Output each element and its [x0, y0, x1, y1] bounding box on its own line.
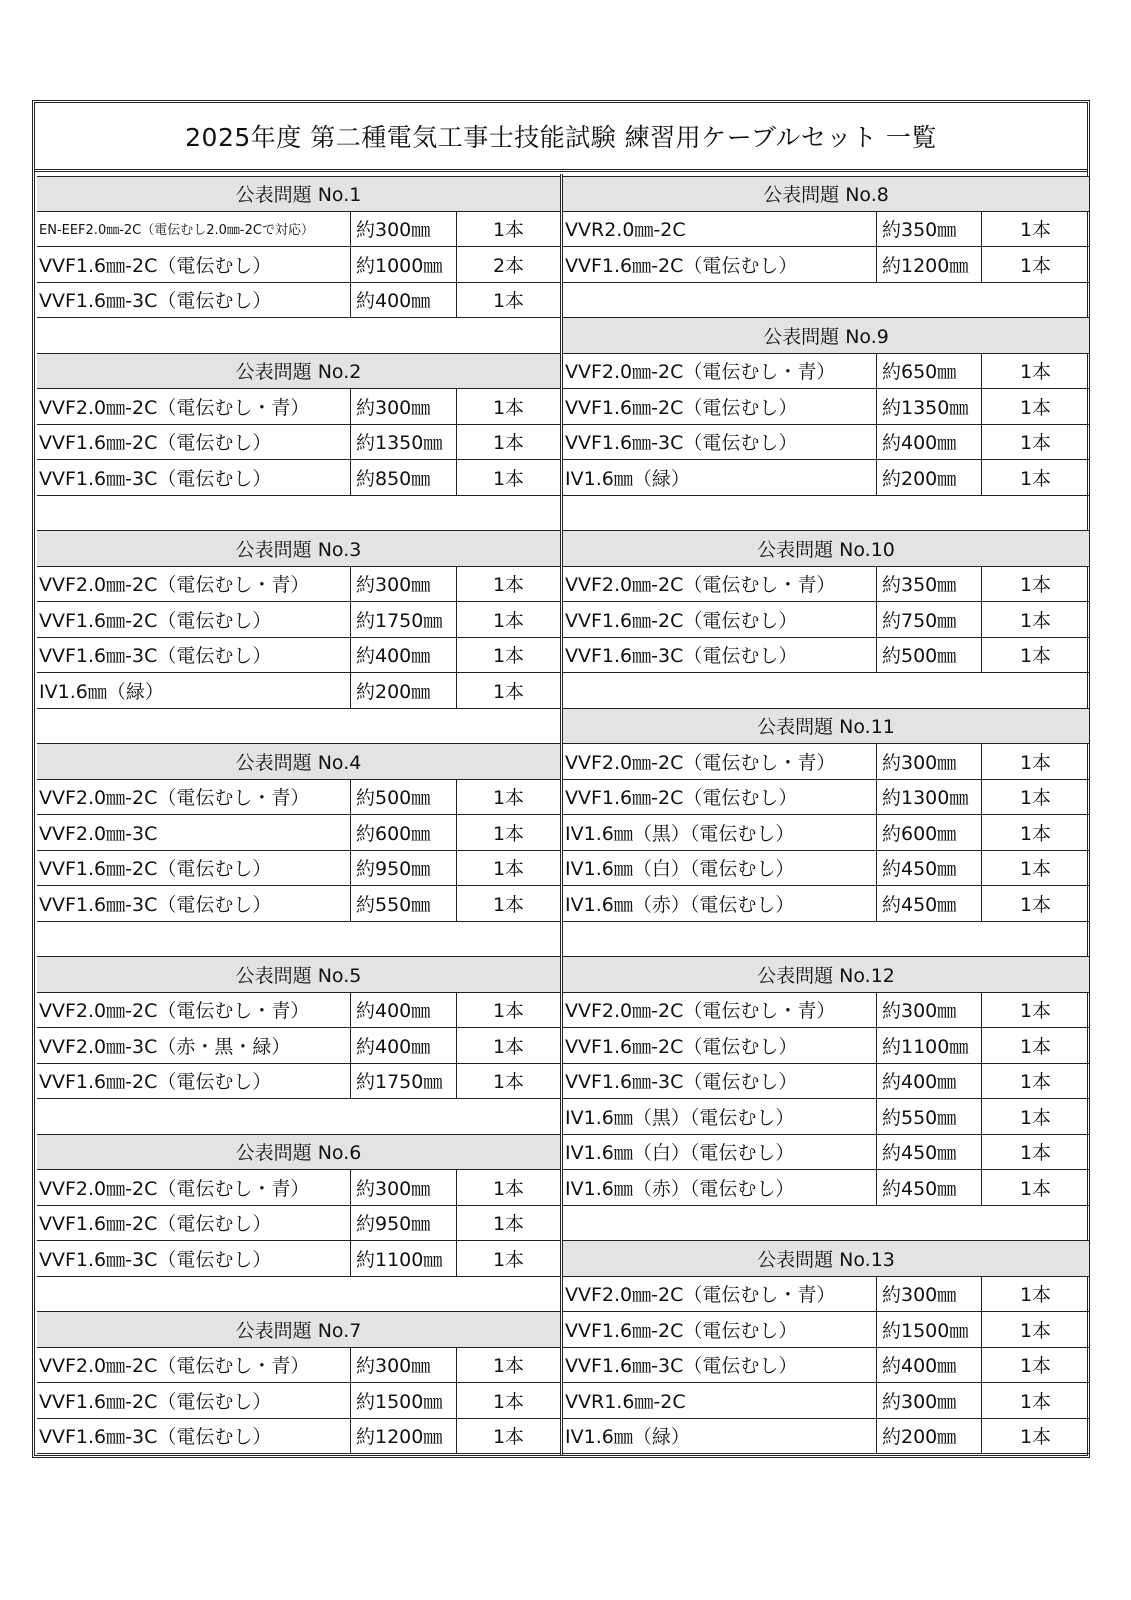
cable-length: 約1200㎜ — [351, 1419, 457, 1454]
cable-quantity: 1本 — [1019, 219, 1052, 242]
cable-type: VVF2.0㎜-2C（電伝むし・青） — [37, 780, 351, 815]
cable-type: VVF2.0㎜-2C（電伝むし・青） — [37, 993, 351, 1028]
cable-quantity: 1本 — [1019, 822, 1052, 845]
cable-type: VVF1.6㎜-2C（電伝むし） — [563, 247, 877, 282]
cable-length: 約300㎜ — [877, 744, 982, 779]
cable-length: 約500㎜ — [877, 638, 982, 673]
cable-length: 約400㎜ — [877, 425, 982, 460]
cable-row — [37, 1064, 560, 1100]
cable-length: 約400㎜ — [877, 1348, 982, 1383]
cable-quantity: 1本 — [1019, 1284, 1052, 1307]
cable-row — [563, 389, 1089, 425]
cable-length: 約300㎜ — [351, 1348, 457, 1383]
cable-row — [563, 1099, 1089, 1135]
cable-length: 約850㎜ — [351, 460, 457, 495]
cable-quantity: 1本 — [1019, 254, 1052, 277]
cable-type: VVR2.0㎜-2C — [563, 212, 877, 247]
cable-quantity: 1本 — [1019, 1390, 1052, 1413]
cable-type: VVF1.6㎜-2C（電伝むし） — [37, 851, 351, 886]
cable-type: VVF2.0㎜-2C（電伝むし・青） — [37, 1348, 351, 1383]
cable-type: VVF2.0㎜-2C（電伝むし・青） — [563, 993, 877, 1028]
cable-quantity: 1本 — [1019, 1355, 1052, 1378]
cable-row — [37, 673, 560, 709]
cable-length: 約600㎜ — [877, 815, 982, 850]
page-title: 2025年度 第二種電気工事士技能試験 練習用ケーブルセット 一覧 — [35, 103, 1087, 172]
cable-length: 約1350㎜ — [877, 389, 982, 424]
cable-quantity: 1本 — [1019, 1071, 1052, 1094]
cable-type: VVF1.6㎜-2C（電伝むし） — [37, 1383, 351, 1418]
cable-row — [563, 1312, 1089, 1348]
cable-type: VVF1.6㎜-3C（電伝むし） — [37, 460, 351, 495]
cable-quantity: 1本 — [1019, 787, 1052, 810]
cable-type: VVR1.6㎜-2C — [563, 1383, 877, 1418]
cable-length: 約450㎜ — [877, 1135, 982, 1170]
cable-length: 約450㎜ — [877, 886, 982, 921]
cable-length: 約1000㎜ — [351, 247, 457, 282]
cable-quantity: 1本 — [492, 574, 525, 597]
problem-header: 公表問題 No.9 — [563, 318, 1089, 354]
cable-row — [563, 1170, 1089, 1206]
cable-length: 約1350㎜ — [351, 425, 457, 460]
cable-type: EN-EEF2.0㎜-2C（電伝むし2.0㎜-2Cで対応） — [37, 212, 351, 247]
cable-quantity: 1本 — [1019, 1142, 1052, 1165]
cable-type: VVF2.0㎜-3C — [37, 815, 351, 850]
cable-type: VVF2.0㎜-2C（電伝むし・青） — [563, 1277, 877, 1312]
cable-quantity: 1本 — [1019, 1035, 1052, 1058]
cable-quantity: 1本 — [492, 1071, 525, 1094]
cable-quantity: 1本 — [492, 396, 525, 419]
cable-quantity: 1本 — [1019, 858, 1052, 881]
cable-row — [563, 993, 1089, 1029]
cable-row — [37, 851, 560, 887]
cable-length: 約1500㎜ — [877, 1312, 982, 1347]
problem-header: 公表問題 No.1 — [37, 176, 560, 212]
cable-quantity: 1本 — [492, 1426, 525, 1449]
cable-length: 約400㎜ — [351, 283, 457, 318]
cable-type: VVF1.6㎜-2C（電伝むし） — [563, 1312, 877, 1347]
cable-quantity: 1本 — [492, 432, 525, 455]
cable-type: VVF1.6㎜-3C（電伝むし） — [37, 1419, 351, 1454]
cable-row — [563, 744, 1089, 780]
cable-row — [563, 1064, 1089, 1100]
problem-header: 公表問題 No.4 — [37, 744, 560, 780]
cable-length: 約300㎜ — [351, 567, 457, 602]
problem-header: 公表問題 No.11 — [563, 709, 1089, 745]
cable-quantity: 1本 — [1019, 893, 1052, 916]
cable-type: VVF1.6㎜-2C（電伝むし） — [563, 389, 877, 424]
cable-type: VVF2.0㎜-2C（電伝むし・青） — [37, 389, 351, 424]
cable-row — [37, 389, 560, 425]
cable-row — [563, 1028, 1089, 1064]
blank-row — [563, 673, 1089, 709]
problem-header: 公表問題 No.13 — [563, 1241, 1089, 1277]
cable-row — [37, 1419, 560, 1455]
cable-quantity: 1本 — [492, 858, 525, 881]
cable-row — [37, 1170, 560, 1206]
problem-header: 公表問題 No.12 — [563, 957, 1089, 993]
cable-quantity: 1本 — [492, 219, 525, 242]
cable-row — [37, 993, 560, 1029]
cable-type: VVF1.6㎜-3C（電伝むし） — [37, 1241, 351, 1276]
cable-length: 約450㎜ — [877, 1170, 982, 1205]
cable-quantity: 1本 — [1019, 467, 1052, 490]
cable-quantity: 1本 — [492, 1355, 525, 1378]
cable-length: 約200㎜ — [877, 1419, 982, 1454]
cable-row — [563, 851, 1089, 887]
problem-header: 公表問題 No.7 — [37, 1312, 560, 1348]
cable-type: VVF1.6㎜-3C（電伝むし） — [37, 283, 351, 318]
blank-row — [563, 1206, 1089, 1242]
cable-row — [37, 212, 560, 248]
cable-type: VVF1.6㎜-3C（電伝むし） — [37, 638, 351, 673]
cable-row — [37, 1241, 560, 1277]
cable-row — [563, 815, 1089, 851]
cable-type: IV1.6㎜（黒）（電伝むし） — [563, 815, 877, 850]
cable-type: IV1.6㎜（緑） — [563, 1419, 877, 1454]
blank-row — [37, 922, 560, 958]
cable-length: 約400㎜ — [351, 993, 457, 1028]
cable-quantity: 1本 — [492, 467, 525, 490]
cable-quantity: 1本 — [1019, 609, 1052, 632]
cable-length: 約550㎜ — [877, 1099, 982, 1134]
cable-quantity: 1本 — [492, 645, 525, 668]
cable-quantity: 1本 — [492, 1248, 525, 1271]
cable-row — [37, 815, 560, 851]
cable-quantity: 1本 — [492, 893, 525, 916]
cable-type: VVF1.6㎜-3C（電伝むし） — [563, 638, 877, 673]
cable-type: VVF2.0㎜-3C（赤・黒・緑） — [37, 1028, 351, 1063]
cable-row — [563, 602, 1089, 638]
cable-length: 約350㎜ — [877, 212, 982, 247]
cable-row — [563, 567, 1089, 603]
blank-row — [563, 496, 1089, 532]
cable-length: 約400㎜ — [351, 1028, 457, 1063]
cable-length: 約300㎜ — [351, 1170, 457, 1205]
cable-quantity: 1本 — [492, 1000, 525, 1023]
cable-type: VVF2.0㎜-2C（電伝むし・青） — [563, 354, 877, 389]
cable-type: VVF1.6㎜-2C（電伝むし） — [37, 247, 351, 282]
cable-length: 約600㎜ — [351, 815, 457, 850]
cable-row — [563, 1348, 1089, 1384]
cable-row — [37, 1028, 560, 1064]
cable-length: 約300㎜ — [877, 1383, 982, 1418]
cable-type: VVF1.6㎜-2C（電伝むし） — [563, 1028, 877, 1063]
left-column-table — [37, 176, 560, 1454]
cable-type: IV1.6㎜（白）（電伝むし） — [563, 1135, 877, 1170]
cable-length: 約950㎜ — [351, 1206, 457, 1241]
cable-type: IV1.6㎜（白）（電伝むし） — [563, 851, 877, 886]
cable-row — [37, 1348, 560, 1384]
cable-length: 約650㎜ — [877, 354, 982, 389]
cable-type: VVF2.0㎜-2C（電伝むし・青） — [37, 1170, 351, 1205]
cable-type: VVF2.0㎜-2C（電伝むし・青） — [563, 744, 877, 779]
cable-type: IV1.6㎜（赤）（電伝むし） — [563, 886, 877, 921]
problem-header: 公表問題 No.3 — [37, 531, 560, 567]
cable-quantity: 1本 — [492, 1213, 525, 1236]
cable-quantity: 1本 — [1019, 751, 1052, 774]
cable-row — [37, 1383, 560, 1419]
cable-length: 約350㎜ — [877, 567, 982, 602]
cable-row — [563, 354, 1089, 390]
cable-type: IV1.6㎜（黒）（電伝むし） — [563, 1099, 877, 1134]
cable-length: 約300㎜ — [877, 993, 982, 1028]
cable-length: 約400㎜ — [351, 638, 457, 673]
cable-row — [563, 460, 1089, 496]
cable-row — [563, 1383, 1089, 1419]
cable-type: IV1.6㎜（赤）（電伝むし） — [563, 1170, 877, 1205]
cable-row — [37, 283, 560, 319]
cable-row — [37, 780, 560, 816]
cable-type: VVF1.6㎜-3C（電伝むし） — [563, 1348, 877, 1383]
cable-quantity: 1本 — [1019, 574, 1052, 597]
blank-row — [563, 922, 1089, 958]
cable-row — [37, 460, 560, 496]
cable-length: 約1300㎜ — [877, 780, 982, 815]
cable-row — [563, 1277, 1089, 1313]
cable-type: IV1.6㎜（緑） — [563, 460, 877, 495]
cable-length: 約1100㎜ — [351, 1241, 457, 1276]
blank-row — [37, 496, 560, 532]
cable-type: VVF1.6㎜-3C（電伝むし） — [563, 425, 877, 460]
cable-quantity: 1本 — [492, 1177, 525, 1200]
cable-length: 約1750㎜ — [351, 1064, 457, 1099]
cable-quantity: 1本 — [492, 680, 525, 703]
cable-quantity: 1本 — [1019, 1319, 1052, 1342]
cable-row — [37, 602, 560, 638]
cable-length: 約300㎜ — [877, 1277, 982, 1312]
cable-type: VVF1.6㎜-3C（電伝むし） — [37, 886, 351, 921]
cable-row — [563, 1419, 1089, 1455]
cable-length: 約1500㎜ — [351, 1383, 457, 1418]
problem-header: 公表問題 No.2 — [37, 354, 560, 390]
cable-quantity: 1本 — [492, 822, 525, 845]
cable-row — [37, 425, 560, 461]
cable-length: 約300㎜ — [351, 389, 457, 424]
cable-length: 約750㎜ — [877, 602, 982, 637]
right-column-table — [563, 176, 1089, 1454]
cable-row — [563, 212, 1089, 248]
cable-type: VVF1.6㎜-2C（電伝むし） — [563, 602, 877, 637]
blank-row — [37, 709, 560, 745]
cable-length: 約200㎜ — [877, 460, 982, 495]
cable-type: VVF1.6㎜-2C（電伝むし） — [563, 780, 877, 815]
cable-row — [563, 247, 1089, 283]
cable-type: VVF1.6㎜-2C（電伝むし） — [37, 1206, 351, 1241]
cable-row — [563, 638, 1089, 674]
cable-length: 約500㎜ — [351, 780, 457, 815]
cable-length: 約300㎜ — [351, 212, 457, 247]
cable-quantity: 1本 — [492, 1035, 525, 1058]
cable-quantity: 1本 — [1019, 432, 1052, 455]
cable-length: 約400㎜ — [877, 1064, 982, 1099]
cable-row — [563, 1135, 1089, 1171]
cable-row — [37, 886, 560, 922]
cable-row — [37, 638, 560, 674]
cable-length: 約550㎜ — [351, 886, 457, 921]
cable-type: VVF1.6㎜-2C（電伝むし） — [37, 425, 351, 460]
cable-quantity: 1本 — [1019, 1106, 1052, 1129]
blank-row — [37, 1099, 560, 1135]
problem-header: 公表問題 No.6 — [37, 1135, 560, 1171]
cable-row — [563, 425, 1089, 461]
problem-header: 公表問題 No.10 — [563, 531, 1089, 567]
cable-quantity: 1本 — [1019, 1177, 1052, 1200]
cable-quantity: 1本 — [492, 609, 525, 632]
cable-length: 約1100㎜ — [877, 1028, 982, 1063]
cable-row — [37, 247, 560, 283]
cable-quantity: 1本 — [1019, 396, 1052, 419]
cable-length: 約950㎜ — [351, 851, 457, 886]
cable-length: 約200㎜ — [351, 673, 457, 708]
cable-length: 約1200㎜ — [877, 247, 982, 282]
cable-quantity: 1本 — [1019, 645, 1052, 668]
cable-type: VVF2.0㎜-2C（電伝むし・青） — [37, 567, 351, 602]
cable-quantity: 1本 — [1019, 1426, 1052, 1449]
cable-quantity: 1本 — [1019, 1000, 1052, 1023]
blank-row — [37, 318, 560, 354]
cable-type: VVF1.6㎜-2C（電伝むし） — [37, 1064, 351, 1099]
cable-quantity: 1本 — [492, 787, 525, 810]
cable-type: VVF1.6㎜-2C（電伝むし） — [37, 602, 351, 637]
cable-length: 約450㎜ — [877, 851, 982, 886]
cable-length: 約1750㎜ — [351, 602, 457, 637]
cable-row — [37, 1206, 560, 1242]
cable-quantity: 1本 — [492, 1390, 525, 1413]
problem-header: 公表問題 No.8 — [563, 176, 1089, 212]
cable-type: IV1.6㎜（緑） — [37, 673, 351, 708]
cable-quantity: 1本 — [1019, 361, 1052, 384]
cable-row — [563, 886, 1089, 922]
blank-row — [563, 283, 1089, 319]
cable-quantity: 1本 — [492, 290, 525, 313]
cable-row — [37, 567, 560, 603]
cable-row — [563, 780, 1089, 816]
cable-type: VVF1.6㎜-3C（電伝むし） — [563, 1064, 877, 1099]
blank-row — [37, 1277, 560, 1313]
cable-type: VVF2.0㎜-2C（電伝むし・青） — [563, 567, 877, 602]
problem-header: 公表問題 No.5 — [37, 957, 560, 993]
cable-quantity: 2本 — [492, 254, 525, 277]
